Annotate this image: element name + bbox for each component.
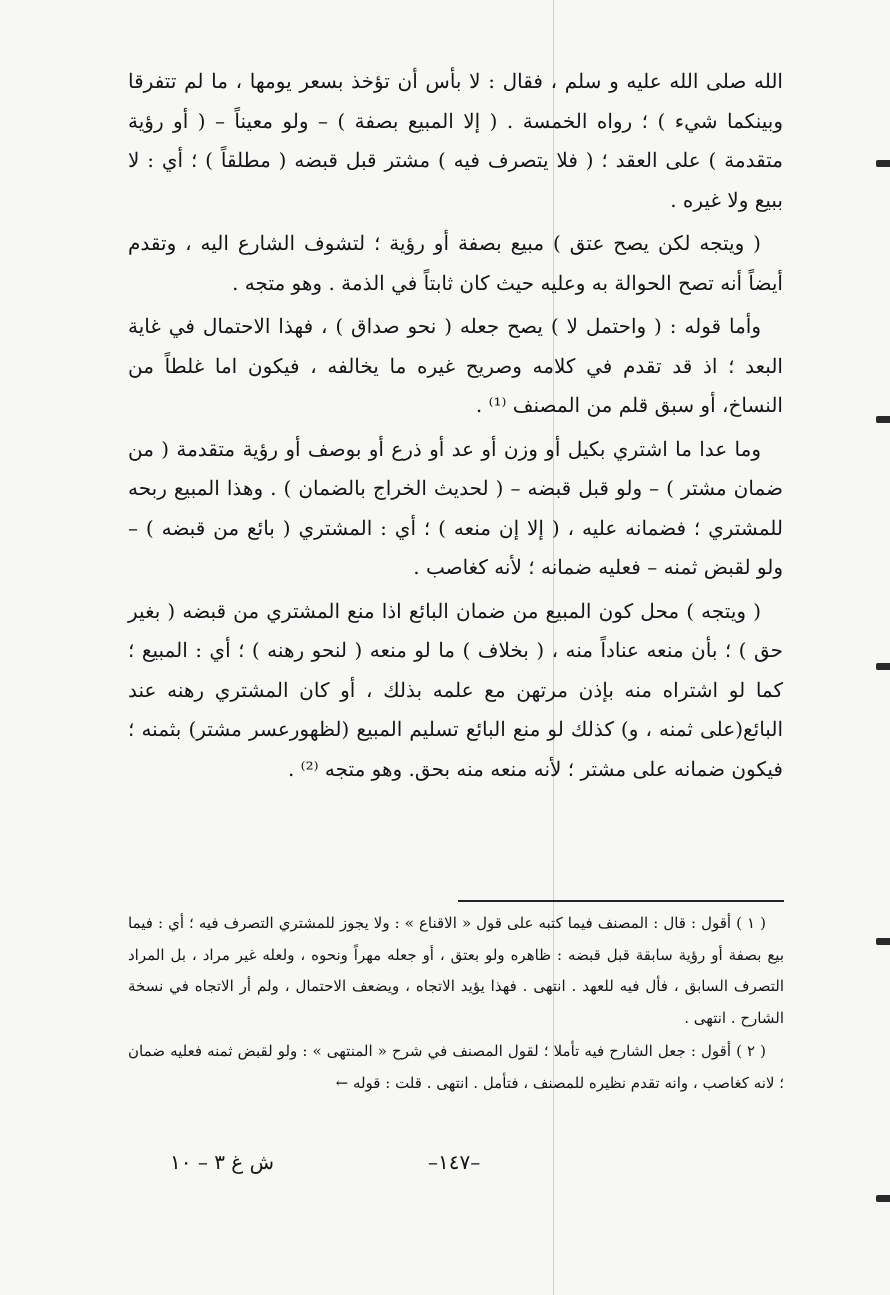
binding-mark: [876, 938, 890, 945]
binding-mark: [876, 160, 890, 167]
binding-mark: [876, 416, 890, 423]
page-number: –١٤٧–: [428, 1150, 481, 1174]
paragraph: وما عدا ما اشتري بكيل أو وزن أو عد أو ذرع أو بوصف أو رؤية متقدمة ( من ضمان مشتر ) – ولو قبل قبضه – ( لحديث الخراج بالضمان ) . وهذا المبيع ربحه للمشتري ؛ فضمانه عليه ، ( إلا إن منعه ) ؛ أي : المشتري ( بائع من قبضه ) – ولو لقبض ثمنه – فعليه ضمانه ؛ لأنه كغاصب .: [128, 436, 783, 579]
page-footer: [0, 1150, 890, 1190]
signature-mark: ش غ ٣ – ١٠: [170, 1150, 275, 1174]
binding-mark: [876, 663, 890, 670]
footnotes: [128, 908, 784, 1101]
main-text: [128, 62, 783, 793]
paragraph: ( ويتجه لكن يصح عتق ) مبيع بصفة أو رؤية ؛ لتشوف الشارع اليه ، وتقدم أيضاً أنه تصح الحوالة به وعليه حيث كان ثابتاً في الذمة . وهو متجه .: [128, 231, 783, 295]
paragraph: الله صلى الله عليه و سلم ، فقال : لا بأس أن تؤخذ بسعر يومها ، ما لم تتفرقا وبينكما شيء ) ؛ رواه الخمسة . ( إلا المبيع بصفة ) – ولو معيناً – ( أو رؤية متقدمة ) على العقد ؛ ( فلا يتصرف فيه ) مشتر قبل قبضه ( مطلقاً ) ؛ أي : لا ببيع ولا غيره .: [128, 69, 783, 212]
footnote: ( ٢ ) أقول : جعل الشارح فيه تأملا ؛ لقول المصنف في شرح « المنتهى » : ولو لقبض ثمنه فعليه ضمان ؛ لانه كغاصب ، وانه تقدم نظيره للمصنف ، فتأمل . انتهى . قلت : قوله ←: [128, 1042, 784, 1092]
paragraph: وأما قوله : ( واحتمل لا ) يصح جعله ( نحو صداق ) ، فهذا الاحتمال في غاية البعد ؛ اذ قد تقدم في كلامه وصريح غيره ما يخالفه ، فيكون اما غلطاً من النساخ، أو سبق قلم من المصنف ⁽¹⁾ .: [128, 314, 783, 417]
binding-mark: [876, 1195, 890, 1202]
footnote: ( ١ ) أقول : قال : المصنف فيما كتبه على قول « الاقناع » : ولا يجوز للمشتري التصرف فيه ؛ أي : فيما بيع بصفة أو رؤية سابقة قبل قبضه : ظاهره ولو بعتق ، أو جعله مهراً ونحوه ، ولعله غير مراد ، بل المراد التصرف السابق ، فأل فيه للعهد . انتهى . فهذا يؤيد الاتجاه ، ويضعف الاحتمال ، ولم أر الاتجاه في نسخة الشارح . انتهى .: [128, 914, 784, 1027]
footnote-separator: [458, 900, 784, 902]
paragraph: ( ويتجه ) محل كون المبيع من ضمان البائع اذا منع المشتري من قبضه ( بغير حق ) ؛ بأن منعه عناداً منه ، ( بخلاف ) ما لو منعه ( لنحو رهنه ) ؛ أي : المبيع ؛ كما لو اشتراه منه بإذن مرتهن مع علمه بذلك ، أو كان المشتري رهنه عند البائع(على ثمنه ، و) كذلك لو منع البائع تسليم المبيع (لظهورعسر مشتر) بثمنه ؛ فيكون ضمانه على مشتر ؛ لأنه منعه منه بحق. وهو متجه ⁽²⁾ .: [128, 598, 783, 781]
